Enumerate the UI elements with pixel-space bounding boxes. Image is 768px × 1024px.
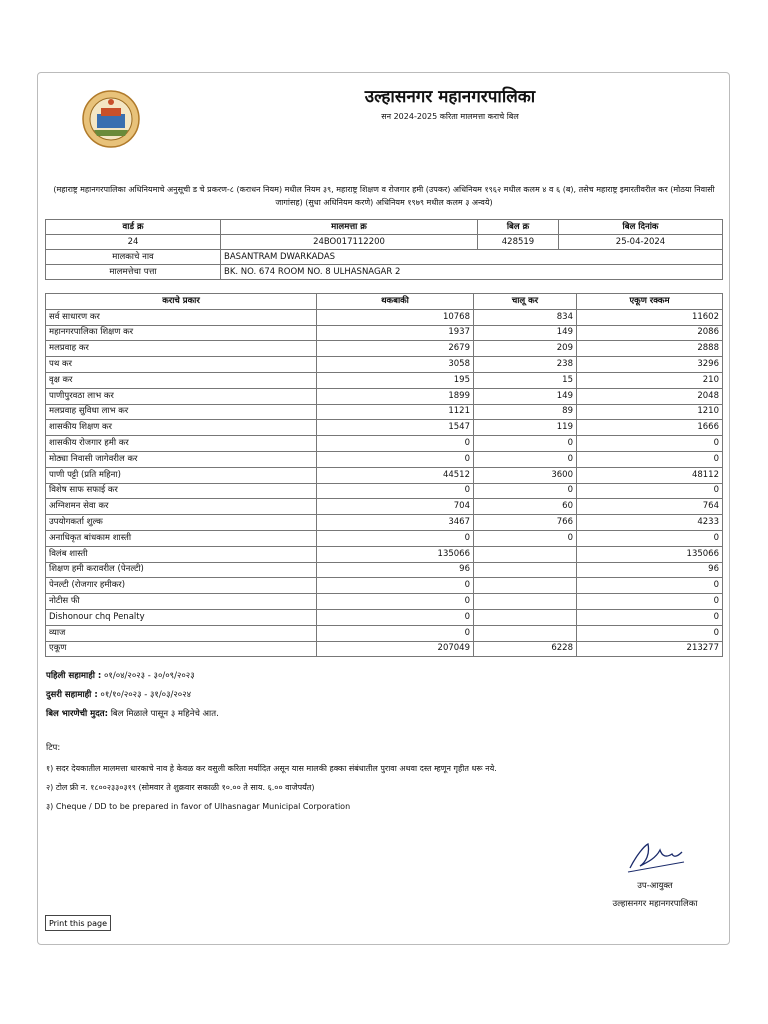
- tax-total-cell: 0: [577, 451, 723, 467]
- tax-row: [46, 483, 723, 499]
- tax-total-cell: 3296: [577, 357, 723, 373]
- tax-name-cell: महानगरपालिका शिक्षण कर: [46, 325, 317, 341]
- tax-row: [46, 625, 723, 641]
- tax-row: [46, 562, 723, 578]
- payment-due-label: बिल भारणेची मुदत:: [46, 709, 108, 719]
- property-header: मालमत्ता क्र: [221, 220, 478, 235]
- tax-current-cell: 15: [474, 372, 577, 388]
- tax-current-cell: 209: [474, 341, 577, 357]
- tax-total-cell: 11602: [577, 309, 723, 325]
- tax-name-cell: Dishonour chq Penalty: [46, 609, 317, 625]
- tax-current-cell: 0: [474, 436, 577, 452]
- tax-arrears-cell: 135066: [317, 546, 474, 562]
- tax-name-cell: पाणीपुरवठा लाभ कर: [46, 388, 317, 404]
- tax-name-cell: उपयोगकर्ता शुल्क: [46, 515, 317, 531]
- tax-name-cell: वृक्ष कर: [46, 372, 317, 388]
- tax-row: [46, 309, 723, 325]
- tax-arrears-cell: 0: [317, 451, 474, 467]
- ward-header: वार्ड क्र: [46, 220, 221, 235]
- tax-name-cell: पथ कर: [46, 357, 317, 373]
- tax-row: [46, 357, 723, 373]
- tax-row: [46, 546, 723, 562]
- first-half-value: ०१/०४/२०२३ - ३०/०९/२०२३: [104, 671, 195, 681]
- tax-row: [46, 499, 723, 515]
- bill-value: 428519: [478, 235, 559, 250]
- print-button[interactable]: Print this page: [45, 915, 111, 931]
- tax-current-cell: 89: [474, 404, 577, 420]
- tax-arrears-cell: 0: [317, 436, 474, 452]
- address-label: मालमत्तेचा पत्ता: [46, 265, 221, 280]
- tax-arrears-cell: 3058: [317, 357, 474, 373]
- tax-current-cell: 3600: [474, 467, 577, 483]
- tax-current-cell: [474, 594, 577, 610]
- page-subtitle: सन 2024-2025 करिता मालमत्ता कराचे बिल: [381, 112, 519, 121]
- tax-name-cell: एकूण: [46, 641, 317, 657]
- tax-arrears-cell: 0: [317, 594, 474, 610]
- tax-total-cell: 0: [577, 483, 723, 499]
- tax-total-cell: 2888: [577, 341, 723, 357]
- tax-row: [46, 594, 723, 610]
- tax-name-cell: अग्निशमन सेवा कर: [46, 499, 317, 515]
- tax-total-cell: 135066: [577, 546, 723, 562]
- tax-arrears-cell: 1121: [317, 404, 474, 420]
- tax-total-cell: 4233: [577, 515, 723, 531]
- second-half-value: ०१/१०/२०२३ - ३१/०३/२०२४: [100, 690, 192, 700]
- tax-total-cell: 0: [577, 625, 723, 641]
- tax-row: [46, 388, 723, 404]
- tax-name-cell: विलंब शास्ती: [46, 546, 317, 562]
- tax-row: [46, 641, 723, 657]
- tax-type-header: कराचे प्रकार: [46, 294, 317, 310]
- arrears-header: थकबाकी: [317, 294, 474, 310]
- tax-current-cell: 119: [474, 420, 577, 436]
- legal-preamble: (महाराष्ट्र महानगरपालिका अधिनियमाचे अनुसूची ड चे प्रकरण-८ (कराधन नियम) मधील नियम ३९, महाराष्ट्र शिक्षण व रोजगार हमी (उपकर) अधिनियम १९६२ मधील कलम ४ व ६ (ब), तसेच महाराष्ट्र इमारतीवरील कर (मोठया निवासी जागांसह) (सुधा अधिनियम करणे) अधिनियम १९७९ मधील कलम ३ अन्वये): [53, 185, 715, 207]
- second-half-period: [46, 689, 191, 700]
- signatory-designation: उप-आयुक्त: [637, 881, 673, 891]
- tax-arrears-cell: 2679: [317, 341, 474, 357]
- note-2: २) टोल फ्री न. १८००२३३०३१९ (सोमवार ते शुक्रवार सकाळी १०.०० ते साय. ६.०० वाजेपर्यंत): [46, 783, 315, 792]
- tax-current-cell: 0: [474, 530, 577, 546]
- property-value: 24BO017112200: [221, 235, 478, 250]
- tax-total-cell: 1666: [577, 420, 723, 436]
- tax-arrears-cell: 0: [317, 625, 474, 641]
- tax-row: [46, 325, 723, 341]
- property-info-table: [45, 219, 723, 280]
- tax-current-cell: 60: [474, 499, 577, 515]
- tax-name-cell: मलप्रवाह सुविधा लाभ कर: [46, 404, 317, 420]
- tax-row: [46, 404, 723, 420]
- tax-total-cell: 2048: [577, 388, 723, 404]
- tax-name-cell: मोठ्या निवासी जागेवरील कर: [46, 451, 317, 467]
- tax-table: [45, 293, 723, 657]
- tax-total-cell: 0: [577, 530, 723, 546]
- signatory-organization: उल्हासनगर महानगरपालिका: [612, 899, 698, 909]
- tax-name-cell: शिक्षण हमी करावरील (पेनल्टी): [46, 562, 317, 578]
- first-half-period: [46, 670, 195, 681]
- payment-due: [46, 708, 219, 719]
- tax-name-cell: अनाधिकृत बांधकाम शास्ती: [46, 530, 317, 546]
- owner-label: मालकाचे नाव: [46, 250, 221, 265]
- tax-current-cell: [474, 578, 577, 594]
- date-value: 25-04-2024: [559, 235, 723, 250]
- tax-arrears-cell: 0: [317, 530, 474, 546]
- address-value: BK. NO. 674 ROOM NO. 8 ULHASNAGAR 2: [221, 265, 723, 280]
- second-half-label: दुसरी सहामाही :: [46, 690, 98, 700]
- tax-total-cell: 2086: [577, 325, 723, 341]
- bill-header: बिल क्र: [478, 220, 559, 235]
- tax-current-cell: 238: [474, 357, 577, 373]
- payment-due-value: बिल मिळाले पासून ३ महिनेचे आत.: [110, 709, 219, 719]
- tax-row: [46, 609, 723, 625]
- tax-total-cell: 0: [577, 436, 723, 452]
- tax-total-cell: 213277: [577, 641, 723, 657]
- tax-name-cell: विशेष साफ सफाई कर: [46, 483, 317, 499]
- note-3: ३) Cheque / DD to be prepared in favor of Ulhasnagar Municipal Corporation: [46, 802, 351, 811]
- tax-arrears-cell: 207049: [317, 641, 474, 657]
- municipal-seal-logo: [82, 90, 140, 148]
- tax-current-cell: 0: [474, 451, 577, 467]
- tax-row: [46, 467, 723, 483]
- tax-total-cell: 1210: [577, 404, 723, 420]
- tax-arrears-cell: 0: [317, 578, 474, 594]
- tax-current-cell: [474, 562, 577, 578]
- tax-arrears-cell: 10768: [317, 309, 474, 325]
- tax-arrears-cell: 1937: [317, 325, 474, 341]
- tax-arrears-cell: 0: [317, 609, 474, 625]
- date-header: बिल दिनांक: [559, 220, 723, 235]
- tax-current-cell: 149: [474, 325, 577, 341]
- tax-name-cell: शासकीय शिक्षण कर: [46, 420, 317, 436]
- tax-current-cell: [474, 625, 577, 641]
- tax-total-cell: 210: [577, 372, 723, 388]
- tax-row: [46, 451, 723, 467]
- tax-name-cell: व्याज: [46, 625, 317, 641]
- tax-total-cell: 48112: [577, 467, 723, 483]
- notes-heading: टिप:: [46, 743, 61, 753]
- tax-current-cell: [474, 609, 577, 625]
- tax-arrears-cell: 0: [317, 483, 474, 499]
- owner-value: BASANTRAM DWARKADAS: [221, 250, 723, 265]
- tax-total-cell: 764: [577, 499, 723, 515]
- tax-arrears-cell: 44512: [317, 467, 474, 483]
- tax-row: [46, 420, 723, 436]
- tax-current-cell: 0: [474, 483, 577, 499]
- tax-name-cell: शासकीय रोजगार हमी कर: [46, 436, 317, 452]
- tax-current-cell: 149: [474, 388, 577, 404]
- tax-row: [46, 436, 723, 452]
- tax-arrears-cell: 195: [317, 372, 474, 388]
- page-title: उल्हासनगर महानगरपालिका: [364, 87, 536, 107]
- tax-name-cell: मलप्रवाह कर: [46, 341, 317, 357]
- current-header: चालू कर: [474, 294, 577, 310]
- tax-row: [46, 515, 723, 531]
- tax-row: [46, 372, 723, 388]
- tax-total-cell: 0: [577, 578, 723, 594]
- ward-value: 24: [46, 235, 221, 250]
- tax-arrears-cell: 1899: [317, 388, 474, 404]
- tax-row: [46, 341, 723, 357]
- tax-current-cell: 6228: [474, 641, 577, 657]
- tax-name-cell: नोटीस फी: [46, 594, 317, 610]
- tax-total-cell: 0: [577, 594, 723, 610]
- note-1: १) सदर देयकातील मालमत्ता धारकाचे नाव हे केवळ कर वसुली करिता मर्यादित असून यास मालकी हक्का संबंधातील पुरावा अथवा दस्त म्हणून गृहीत धरू नये.: [46, 764, 497, 773]
- tax-arrears-cell: 704: [317, 499, 474, 515]
- tax-arrears-cell: 1547: [317, 420, 474, 436]
- signature-mark: [626, 836, 686, 876]
- tax-total-cell: 96: [577, 562, 723, 578]
- tax-name-cell: पाणी पट्टी (प्रति महिना): [46, 467, 317, 483]
- total-header: एकूण रक्कम: [577, 294, 723, 310]
- tax-name-cell: सर्व साधारण कर: [46, 309, 317, 325]
- tax-arrears-cell: 3467: [317, 515, 474, 531]
- tax-current-cell: 834: [474, 309, 577, 325]
- tax-current-cell: 766: [474, 515, 577, 531]
- first-half-label: पहिली सहामाही :: [46, 671, 102, 681]
- tax-total-cell: 0: [577, 609, 723, 625]
- tax-current-cell: [474, 546, 577, 562]
- tax-row: [46, 578, 723, 594]
- tax-name-cell: पेनल्टी (रोजगार हमीकर): [46, 578, 317, 594]
- tax-row: [46, 530, 723, 546]
- tax-arrears-cell: 96: [317, 562, 474, 578]
